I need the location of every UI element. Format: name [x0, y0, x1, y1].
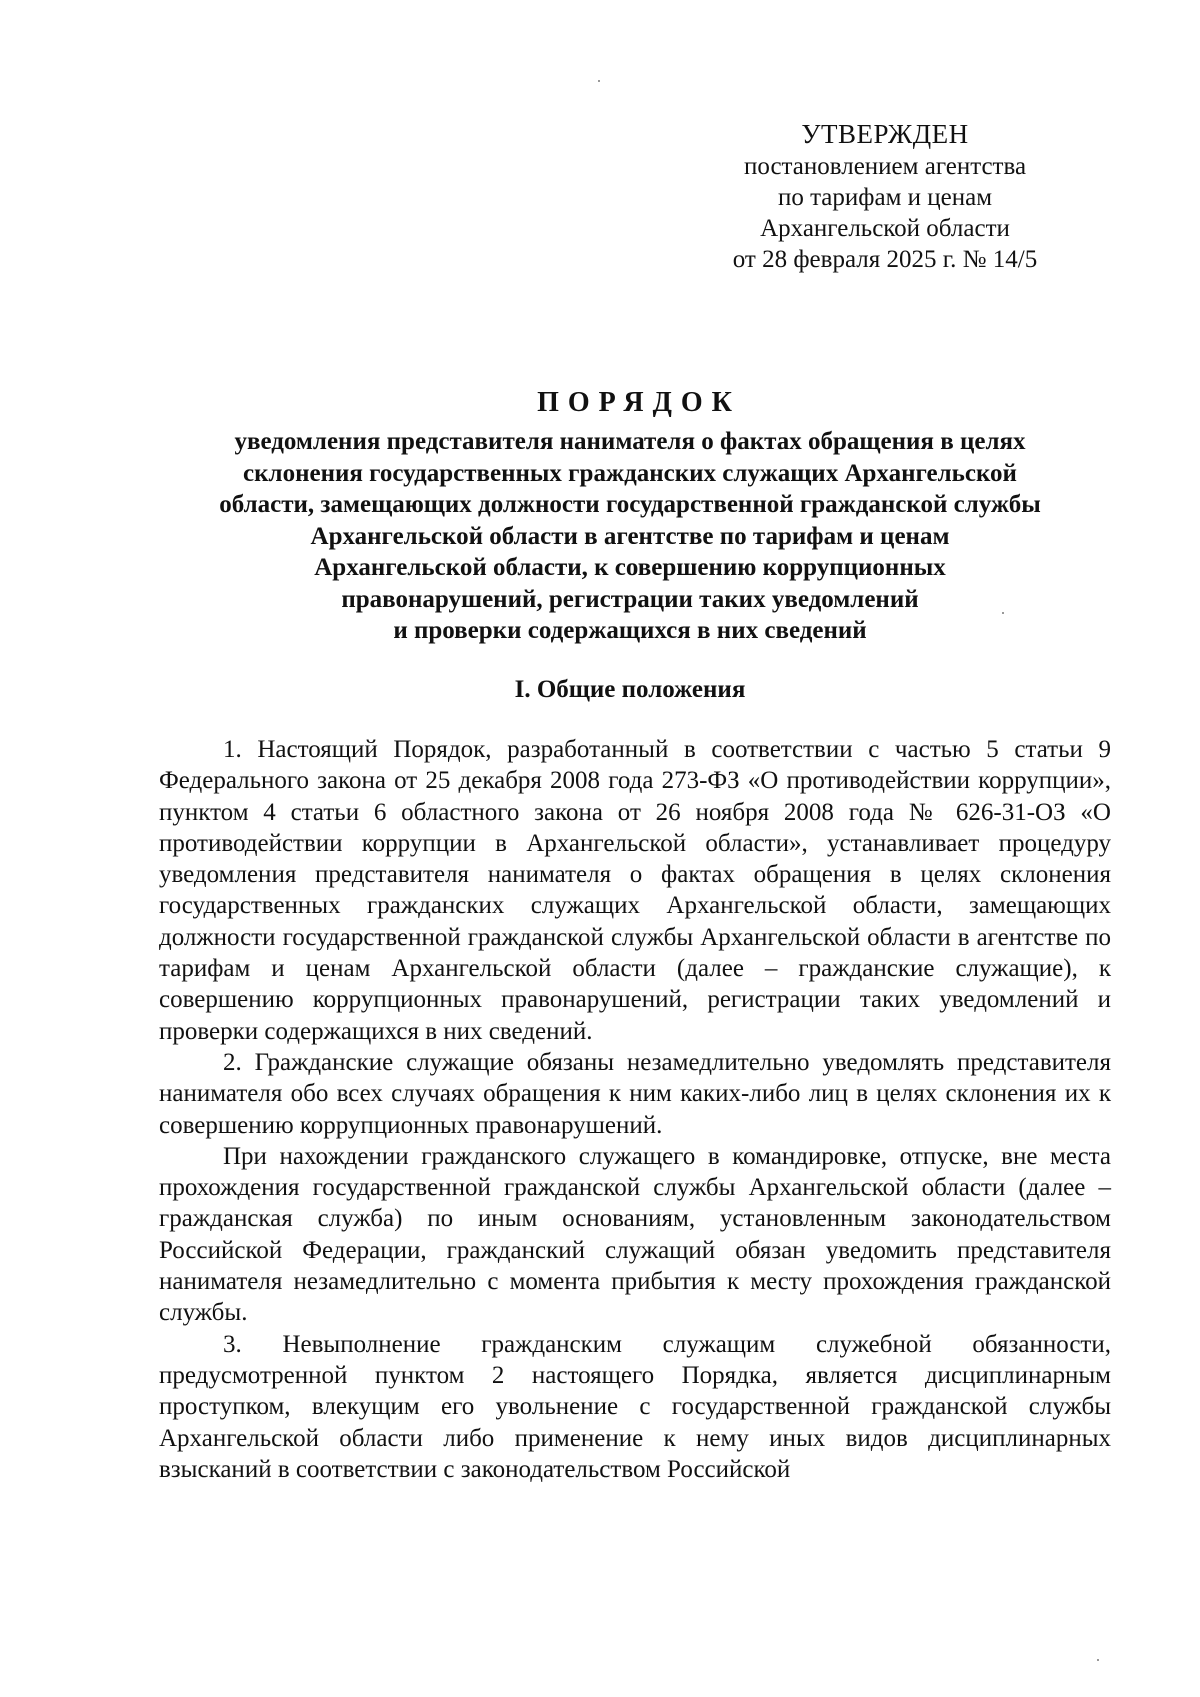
approval-line: постановлением агентства	[743, 153, 1027, 180]
document-subtitle-line: Архангельской области в агентстве по тарифам и ценам	[310, 522, 950, 550]
paragraph: 3. Невыполнение гражданским служащим служебной обязанности, предусмотренной пунктом 2 настоящего Порядка, является дисциплинарным проступком, влекущим его увольнение с государственной гражданской службы Архангельской области либо применение к нему иных видов дисциплинарных взысканий в соответствии с законодательством Российской	[159, 1330, 1111, 1483]
approval-line: по тарифам и ценам	[777, 184, 993, 211]
document-subtitle-line: области, замещающих должности государственной гражданской службы	[219, 491, 1041, 518]
document-subtitle-line: и проверки содержащихся в них сведений	[393, 617, 867, 644]
scan-speck	[1002, 612, 1004, 614]
scan-speck	[598, 80, 600, 82]
approval-heading: УТВЕРЖДЕН	[801, 119, 969, 149]
document-title-block	[150, 386, 1110, 647]
document-subtitle-line: правонарушений, регистрации таких уведомлений	[341, 585, 919, 613]
document-title: ПОРЯДОК	[537, 387, 741, 418]
approval-stamp	[690, 118, 1080, 275]
paragraph: При нахождении гражданского служащего в командировке, отпуске, вне места прохождения государственной гражданской службы Архангельской области (далее – гражданская служба) по иным основаниям, установленным законодательством Российской Федерации, гражданский служащий обязан уведомить представителя нанимателя незамедлительно с момента прибытия к месту прохождения гражданской службы.	[159, 1142, 1111, 1327]
paragraph: 1. Настоящий Порядок, разработанный в соответствии с частью 5 статьи 9 Федерального закона от 25 декабря 2008 года 273-ФЗ «О противодействии коррупции», пунктом 4 статьи 6 областного закона от 26 ноября 2008 года № 626-31-ОЗ «О противодействии коррупции в Архангельской области», устанавливает процедуру уведомления представителя нанимателя о фактах обращения в целях склонения государственных гражданских служащих Архангельской области, замещающих должности государственной гражданской службы Архангельской области в агентстве по тарифам и ценам Архангельской области (далее – гражданские служащие), к совершению коррупционных правонарушений, регистрации таких уведомлений и проверки содержащихся в них сведений.	[159, 736, 1111, 1045]
approval-line: Архангельской области	[760, 215, 1010, 242]
document-subtitle-line: уведомления представителя нанимателя о фактах обращения в целях	[234, 428, 1026, 455]
paragraph: 2. Гражданские служащие обязаны незамедлительно уведомлять представителя нанимателя обо всех случаях обращения к ним каких-либо лиц в целях склонения их к совершению коррупционных правонарушений.	[159, 1048, 1111, 1139]
document-subtitle-line: склонения государственных гражданских служащих Архангельской	[243, 459, 1017, 487]
document-body	[159, 734, 1111, 1485]
scan-speck	[1097, 1659, 1099, 1661]
document-subtitle-line: Архангельской области, к совершению коррупционных	[314, 554, 946, 581]
section-title: I. Общие положения	[514, 676, 746, 703]
approval-date-line: от 28 февраля 2025 г. № 14/5	[732, 246, 1038, 273]
